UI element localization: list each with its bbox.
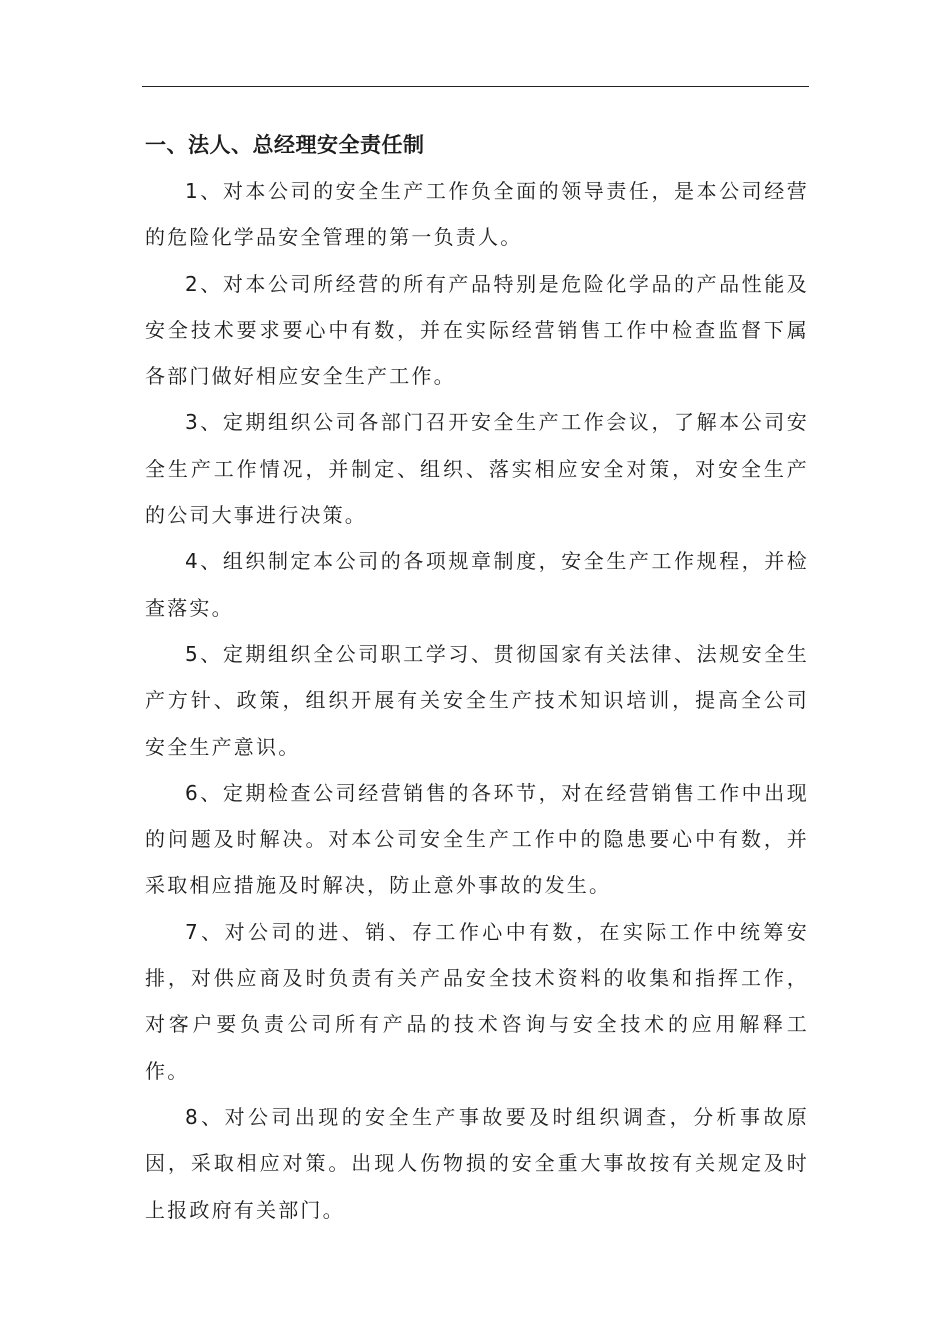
responsibility-item-5: 5、定期组织全公司职工学习、贯彻国家有关法律、法规安全生产方针、政策，组织开展有关安全生产技术知识培训，提高全公司安全生产意识。 (145, 641, 809, 759)
responsibility-item-6: 6、定期检查公司经营销售的各环节，对在经营销售工作中出现的问题及时解决。对本公司安全生产工作中的隐患要心中有数，并采取相应措施及时解决，防止意外事故的发生。 (145, 780, 809, 898)
responsibility-item-4: 4、组织制定本公司的各项规章制度，安全生产工作规程，并检查落实。 (145, 549, 809, 620)
responsibility-item-7: 7、对公司的进、销、存工作心中有数，在实际工作中统筹安排，对供应商及时负责有关产品安全技术资料的收集和指挥工作，对客户要负责公司所有产品的技术咨询与安全技术的应用解释工作。 (145, 919, 809, 1083)
responsibility-item-2: 2、对本公司所经营的所有产品特别是危险化学品的产品性能及安全技术要求要心中有数，并在实际经营销售工作中检查监督下属各部门做好相应安全生产工作。 (145, 271, 809, 389)
responsibility-item-8: 8、对公司出现的安全生产事故要及时组织调查，分析事故原因，采取相应对策。出现人伤物损的安全重大事故按有关规定及时上报政府有关部门。 (145, 1104, 809, 1222)
header-rule (142, 86, 809, 87)
document-body (145, 122, 809, 1233)
responsibility-item-1: 1、对本公司的安全生产工作负全面的领导责任，是本公司经营的危险化学品安全管理的第一负责人。 (145, 179, 809, 250)
responsibility-item-3: 3、定期组织公司各部门召开安全生产工作会议，了解本公司安全生产工作情况，并制定、组织、落实相应安全对策，对安全生产的公司大事进行决策。 (145, 410, 809, 528)
section-title: 一、法人、总经理安全责任制 (145, 133, 425, 157)
